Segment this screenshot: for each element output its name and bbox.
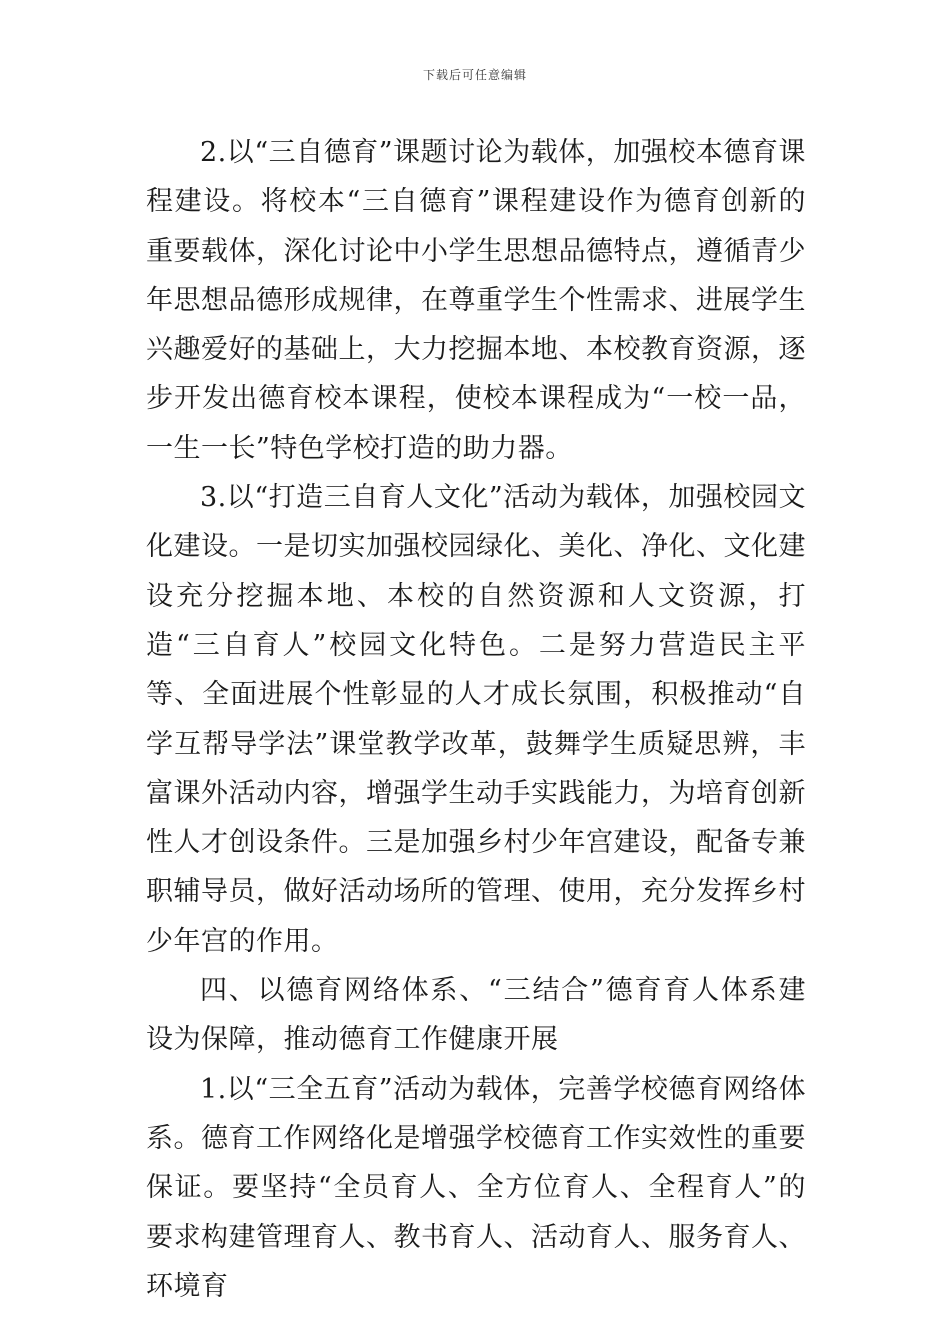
paragraph-1-network-system: 1.以“三全五育”活动为载体，完善学校德育网络体系。德育工作网络化是增强学校德育工作实效性的重要保证。要坚持“全员育人、全方位育人、全程育人”的要求构建管理育人、教书育人、活动育人、服务育人、环境育	[146, 1073, 806, 1302]
section-heading-four: 四、以德育网络体系、“三结合”德育育人体系建设为保障，推动德育工作健康开展	[146, 975, 806, 1056]
document-body	[146, 128, 806, 1311]
paragraph-2-moral-curriculum: 2.以“三自德育”课题讨论为载体，加强校本德育课程建设。将校本“三自德育”课程建设作为德育创新的重要载体，深化讨论中小学生思想品德特点，遵循青少年思想品德形成规律，在尊重学生个性需求、进展学生兴趣爱好的基础上，大力挖掘本地、本校教育资源，逐步开发出德育校本课程，使校本课程成为“一校一品，一生一长”特色学校打造的助力器。	[146, 137, 806, 464]
paragraph-3-campus-culture: 3.以“打造三自育人文化”活动为载体，加强校园文化建设。一是切实加强校园绿化、美化、净化、文化建设充分挖掘本地、本校的自然资源和人文资源，打造“三自育人”校园文化特色。二是努力营造民主平等、全面进展个性彰显的人才成长氛围，积极推动“自学互帮导学法”课堂教学改革，鼓舞学生质疑思辨，丰富课外活动内容，增强学生动手实践能力，为培育创新性人才创设条件。三是加强乡村少年宫建设，配备专兼职辅导员，做好活动场所的管理、使用，充分发挥乡村少年宫的作用。	[146, 482, 806, 957]
header-note: 下载后可任意编辑	[422, 68, 527, 82]
